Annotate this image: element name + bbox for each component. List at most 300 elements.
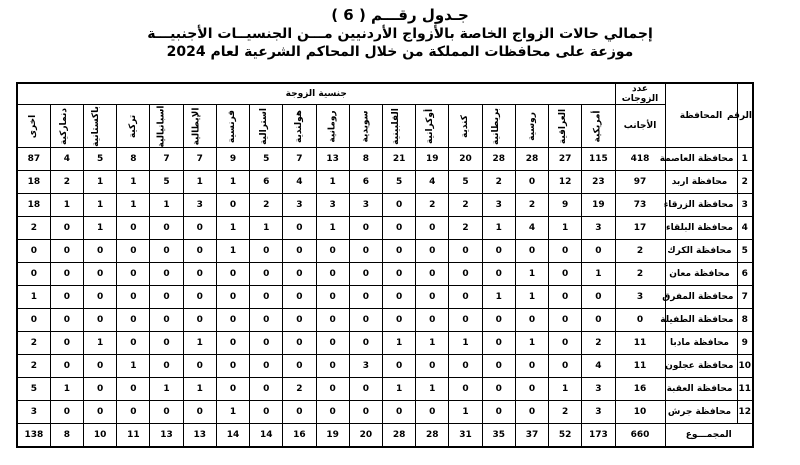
row-value: 18	[17, 194, 50, 217]
header-nationality	[283, 105, 316, 148]
row-total: 418	[615, 148, 665, 171]
row-value: 2	[482, 171, 515, 194]
marriages-table	[16, 82, 754, 448]
row-value: 0	[150, 401, 183, 424]
header-nationality	[84, 105, 117, 148]
total-value: 10	[84, 424, 117, 448]
row-value: 1	[216, 217, 249, 240]
header-nationality	[582, 105, 615, 148]
row-value: 19	[582, 194, 615, 217]
row-value: 0	[84, 309, 117, 332]
row-value: 0	[549, 263, 582, 286]
row-index: 9	[737, 332, 753, 355]
row-value: 0	[482, 332, 515, 355]
row-value: 1	[515, 286, 548, 309]
row-value: 3	[582, 401, 615, 424]
row-value: 1	[183, 332, 216, 355]
row-value: 87	[17, 148, 50, 171]
row-value: 0	[449, 309, 482, 332]
row-value: 0	[416, 240, 449, 263]
nationality-label: فرنسية	[227, 109, 238, 143]
row-index: 2	[737, 171, 753, 194]
row-value: 0	[150, 309, 183, 332]
row-value: 1	[117, 355, 150, 378]
row-total: 0	[615, 309, 665, 332]
header-nationality-group: جنسية الزوجة	[17, 83, 615, 105]
row-value: 1	[582, 263, 615, 286]
row-value: 1	[216, 401, 249, 424]
total-value: 14	[250, 424, 283, 448]
row-value: 0	[17, 309, 50, 332]
row-total: 3	[615, 286, 665, 309]
row-value: 2	[17, 355, 50, 378]
row-total: 73	[615, 194, 665, 217]
row-value: 0	[382, 355, 415, 378]
table-row	[17, 332, 753, 355]
row-value: 3	[183, 194, 216, 217]
row-value: 8	[117, 148, 150, 171]
row-value: 0	[117, 332, 150, 355]
row-value: 2	[250, 194, 283, 217]
row-value: 0	[216, 194, 249, 217]
row-value: 0	[316, 309, 349, 332]
row-value: 0	[416, 401, 449, 424]
total-value: 31	[449, 424, 482, 448]
row-value: 0	[117, 378, 150, 401]
row-value: 13	[316, 148, 349, 171]
row-total: 2	[615, 240, 665, 263]
row-value: 0	[216, 378, 249, 401]
row-value: 0	[250, 263, 283, 286]
row-value: 0	[250, 332, 283, 355]
row-value: 0	[250, 378, 283, 401]
row-governorate: محافظة العاصمة	[665, 148, 737, 171]
nationality-label: اخرى	[28, 114, 39, 138]
row-value: 0	[549, 332, 582, 355]
row-value: 5	[17, 378, 50, 401]
row-value: 0	[449, 286, 482, 309]
header-nationality	[416, 105, 449, 148]
row-total: 2	[615, 263, 665, 286]
nationality-label: الإيطالية	[191, 107, 202, 145]
row-value: 0	[382, 217, 415, 240]
row-value: 0	[84, 401, 117, 424]
header-nationality	[17, 105, 50, 148]
total-value: 28	[416, 424, 449, 448]
nationality-label: باكستانية	[90, 105, 101, 147]
row-value: 0	[283, 240, 316, 263]
row-value: 1	[316, 171, 349, 194]
row-value: 0	[283, 401, 316, 424]
row-value: 0	[316, 332, 349, 355]
header-governorate: المحافظة	[665, 83, 737, 148]
row-value: 115	[582, 148, 615, 171]
row-value: 0	[316, 378, 349, 401]
row-value: 1	[515, 332, 548, 355]
row-governorate: محافظة عجلون	[665, 355, 737, 378]
header-nationality	[316, 105, 349, 148]
table-row	[17, 355, 753, 378]
row-value: 0	[84, 286, 117, 309]
row-value: 0	[549, 286, 582, 309]
row-value: 0	[482, 401, 515, 424]
nationality-label: العراقية	[558, 108, 569, 144]
row-total: 16	[615, 378, 665, 401]
row-value: 1	[549, 378, 582, 401]
row-value: 2	[449, 194, 482, 217]
title-block	[0, 6, 800, 61]
header-row-1	[17, 83, 753, 105]
row-governorate: محافظة المفرق	[665, 286, 737, 309]
row-value: 0	[349, 309, 382, 332]
row-value: 3	[482, 194, 515, 217]
row-value: 0	[84, 263, 117, 286]
total-value: 37	[515, 424, 548, 448]
row-value: 0	[50, 263, 83, 286]
row-value: 0	[449, 378, 482, 401]
total-value: 11	[117, 424, 150, 448]
row-governorate: محافظة معان	[665, 263, 737, 286]
row-value: 1	[183, 171, 216, 194]
row-value: 1	[416, 378, 449, 401]
row-value: 1	[382, 332, 415, 355]
header-nationality	[50, 105, 83, 148]
row-index: 3	[737, 194, 753, 217]
row-value: 8	[349, 148, 382, 171]
row-value: 0	[117, 263, 150, 286]
row-value: 1	[250, 217, 283, 240]
row-value: 2	[449, 217, 482, 240]
row-value: 5	[84, 148, 117, 171]
total-value: 13	[150, 424, 183, 448]
row-value: 0	[316, 401, 349, 424]
row-value: 28	[515, 148, 548, 171]
total-value: 28	[382, 424, 415, 448]
row-value: 0	[482, 355, 515, 378]
row-value: 1	[84, 217, 117, 240]
row-value: 0	[183, 401, 216, 424]
header-nationality	[515, 105, 548, 148]
row-value: 1	[84, 171, 117, 194]
row-value: 0	[416, 309, 449, 332]
total-row	[17, 424, 753, 448]
row-value: 0	[316, 286, 349, 309]
row-value: 0	[150, 240, 183, 263]
row-value: 0	[349, 401, 382, 424]
row-value: 0	[216, 309, 249, 332]
row-value: 0	[50, 240, 83, 263]
total-value: 13	[183, 424, 216, 448]
row-value: 1	[84, 332, 117, 355]
total-value: 35	[482, 424, 515, 448]
nationality-label: دنماركية	[59, 107, 70, 145]
row-value: 1	[549, 217, 582, 240]
row-value: 0	[382, 194, 415, 217]
row-value: 6	[349, 171, 382, 194]
row-value: 0	[449, 263, 482, 286]
nationality-label: أوكرانية	[425, 108, 436, 144]
row-value: 0	[349, 217, 382, 240]
row-value: 5	[250, 148, 283, 171]
nationality-label: هولندية	[293, 109, 304, 143]
row-value: 1	[316, 217, 349, 240]
row-value: 0	[449, 355, 482, 378]
row-value: 7	[283, 148, 316, 171]
row-value: 4	[515, 217, 548, 240]
row-value: 0	[416, 263, 449, 286]
header-nationality	[250, 105, 283, 148]
row-value: 0	[382, 263, 415, 286]
row-value: 0	[250, 240, 283, 263]
row-index: 5	[737, 240, 753, 263]
row-value: 0	[349, 378, 382, 401]
row-value: 0	[549, 240, 582, 263]
header-total-wives: عدد الزوجات	[615, 83, 665, 105]
row-value: 1	[117, 194, 150, 217]
row-value: 3	[349, 194, 382, 217]
row-value: 0	[283, 217, 316, 240]
row-value: 9	[549, 194, 582, 217]
row-value: 0	[416, 355, 449, 378]
header-nationality	[382, 105, 415, 148]
row-value: 0	[183, 263, 216, 286]
row-value: 1	[416, 332, 449, 355]
row-value: 1	[117, 171, 150, 194]
row-value: 9	[216, 148, 249, 171]
header-nationality	[349, 105, 382, 148]
row-value: 1	[449, 332, 482, 355]
row-value: 0	[216, 355, 249, 378]
row-value: 0	[84, 355, 117, 378]
row-value: 0	[216, 332, 249, 355]
row-value: 5	[449, 171, 482, 194]
row-governorate: محافظة اربد	[665, 171, 737, 194]
row-value: 20	[449, 148, 482, 171]
row-value: 0	[349, 240, 382, 263]
row-value: 2	[549, 401, 582, 424]
table-row	[17, 401, 753, 424]
row-value: 0	[349, 286, 382, 309]
row-value: 4	[582, 355, 615, 378]
row-value: 1	[150, 378, 183, 401]
row-value: 3	[582, 378, 615, 401]
row-value: 0	[117, 240, 150, 263]
row-value: 0	[482, 263, 515, 286]
row-value: 0	[582, 309, 615, 332]
row-value: 0	[150, 332, 183, 355]
row-value: 0	[250, 355, 283, 378]
row-value: 0	[50, 401, 83, 424]
table-row	[17, 378, 753, 401]
nationality-label: كندية	[460, 114, 471, 138]
row-value: 0	[316, 263, 349, 286]
row-value: 0	[117, 286, 150, 309]
row-value: 0	[17, 240, 50, 263]
row-governorate: محافظة الكرك	[665, 240, 737, 263]
row-value: 18	[17, 171, 50, 194]
row-value: 0	[515, 378, 548, 401]
row-value: 0	[482, 378, 515, 401]
row-value: 2	[582, 332, 615, 355]
total-value: 173	[582, 424, 615, 448]
row-total: 11	[615, 332, 665, 355]
table-row	[17, 240, 753, 263]
row-governorate: محافظة العقبة	[665, 378, 737, 401]
row-value: 0	[50, 309, 83, 332]
total-value: 8	[50, 424, 83, 448]
row-governorate: محافظة الطفيلة	[665, 309, 737, 332]
row-value: 0	[515, 401, 548, 424]
nationality-label: أمريكية	[592, 109, 603, 143]
row-index: 4	[737, 217, 753, 240]
total-value: 14	[216, 424, 249, 448]
row-value: 0	[183, 240, 216, 263]
row-governorate: محافظة البلقاء	[665, 217, 737, 240]
row-value: 0	[117, 401, 150, 424]
row-value: 0	[50, 332, 83, 355]
row-value: 4	[283, 171, 316, 194]
header-nationality	[216, 105, 249, 148]
table-row	[17, 263, 753, 286]
row-value: 6	[250, 171, 283, 194]
row-value: 0	[50, 286, 83, 309]
header-index: الرقم	[737, 83, 753, 148]
row-value: 5	[150, 171, 183, 194]
row-governorate: محافظة الزرقاء	[665, 194, 737, 217]
row-value: 2	[515, 194, 548, 217]
row-total: 17	[615, 217, 665, 240]
table-row	[17, 309, 753, 332]
table-row	[17, 194, 753, 217]
table-row	[17, 217, 753, 240]
row-value: 1	[150, 194, 183, 217]
row-value: 0	[216, 286, 249, 309]
row-value: 0	[549, 309, 582, 332]
nationality-label: روسية	[526, 111, 537, 141]
row-value: 3	[582, 217, 615, 240]
total-value: 138	[17, 424, 50, 448]
row-value: 0	[449, 240, 482, 263]
row-value: 0	[250, 401, 283, 424]
row-value: 1	[216, 240, 249, 263]
row-index: 7	[737, 286, 753, 309]
nationality-label: استرالية	[258, 107, 269, 145]
row-value: 0	[416, 286, 449, 309]
row-value: 1	[50, 194, 83, 217]
row-value: 0	[250, 286, 283, 309]
header-nationality	[549, 105, 582, 148]
total-value: 16	[283, 424, 316, 448]
row-value: 0	[150, 355, 183, 378]
row-value: 0	[283, 286, 316, 309]
row-value: 0	[482, 240, 515, 263]
row-value: 0	[50, 217, 83, 240]
row-value: 23	[582, 171, 615, 194]
row-value: 0	[150, 217, 183, 240]
row-value: 0	[283, 355, 316, 378]
row-value: 0	[582, 240, 615, 263]
row-value: 0	[183, 217, 216, 240]
nationality-label: سويدية	[360, 110, 371, 142]
row-value: 0	[382, 401, 415, 424]
header-row-2	[17, 105, 753, 148]
row-total: 10	[615, 401, 665, 424]
row-value: 0	[150, 263, 183, 286]
row-index: 8	[737, 309, 753, 332]
row-value: 3	[283, 194, 316, 217]
row-value: 0	[183, 355, 216, 378]
nationality-label: اسبانيالية	[156, 105, 167, 147]
row-value: 0	[17, 263, 50, 286]
row-value: 0	[382, 309, 415, 332]
row-value: 5	[382, 171, 415, 194]
table-row	[17, 171, 753, 194]
row-value: 28	[482, 148, 515, 171]
row-value: 0	[117, 309, 150, 332]
row-value: 0	[416, 217, 449, 240]
row-index: 1	[737, 148, 753, 171]
total-value: 19	[316, 424, 349, 448]
table-title: جـدول رقـــم ( 6 )	[331, 6, 469, 24]
row-value: 1	[17, 286, 50, 309]
row-value: 0	[349, 263, 382, 286]
row-value: 12	[549, 171, 582, 194]
nationality-label: رومانية	[327, 109, 338, 143]
table-subtitle-2: موزعة على محافظات المملكة من خلال المحاكم الشرعية لعام 2024	[166, 44, 634, 60]
row-value: 0	[216, 263, 249, 286]
row-value: 0	[349, 332, 382, 355]
row-value: 0	[183, 286, 216, 309]
row-index: 12	[737, 401, 753, 424]
row-value: 1	[449, 401, 482, 424]
row-value: 1	[482, 286, 515, 309]
row-governorate: محافظة جرش	[665, 401, 737, 424]
row-value: 0	[316, 240, 349, 263]
row-value: 2	[416, 194, 449, 217]
row-value: 3	[316, 194, 349, 217]
row-value: 3	[349, 355, 382, 378]
row-value: 4	[416, 171, 449, 194]
header-nationality	[117, 105, 150, 148]
row-total: 97	[615, 171, 665, 194]
row-value: 0	[316, 355, 349, 378]
row-total: 11	[615, 355, 665, 378]
row-value: 4	[50, 148, 83, 171]
header-total-wives-2: الأجانب	[615, 105, 665, 148]
row-value: 1	[482, 217, 515, 240]
table-row	[17, 286, 753, 309]
row-value: 3	[17, 401, 50, 424]
row-value: 2	[50, 171, 83, 194]
row-value: 1	[183, 378, 216, 401]
nationality-label: الفلبينية	[391, 107, 402, 145]
row-value: 2	[283, 378, 316, 401]
row-value: 0	[482, 309, 515, 332]
row-value: 2	[17, 332, 50, 355]
row-value: 0	[382, 286, 415, 309]
row-value: 1	[515, 263, 548, 286]
row-value: 1	[216, 171, 249, 194]
row-value: 7	[150, 148, 183, 171]
row-value: 0	[117, 217, 150, 240]
row-value: 1	[50, 378, 83, 401]
row-value: 2	[17, 217, 50, 240]
row-value: 0	[50, 355, 83, 378]
row-value: 0	[283, 309, 316, 332]
row-value: 0	[283, 332, 316, 355]
row-value: 0	[582, 286, 615, 309]
row-value: 0	[515, 355, 548, 378]
